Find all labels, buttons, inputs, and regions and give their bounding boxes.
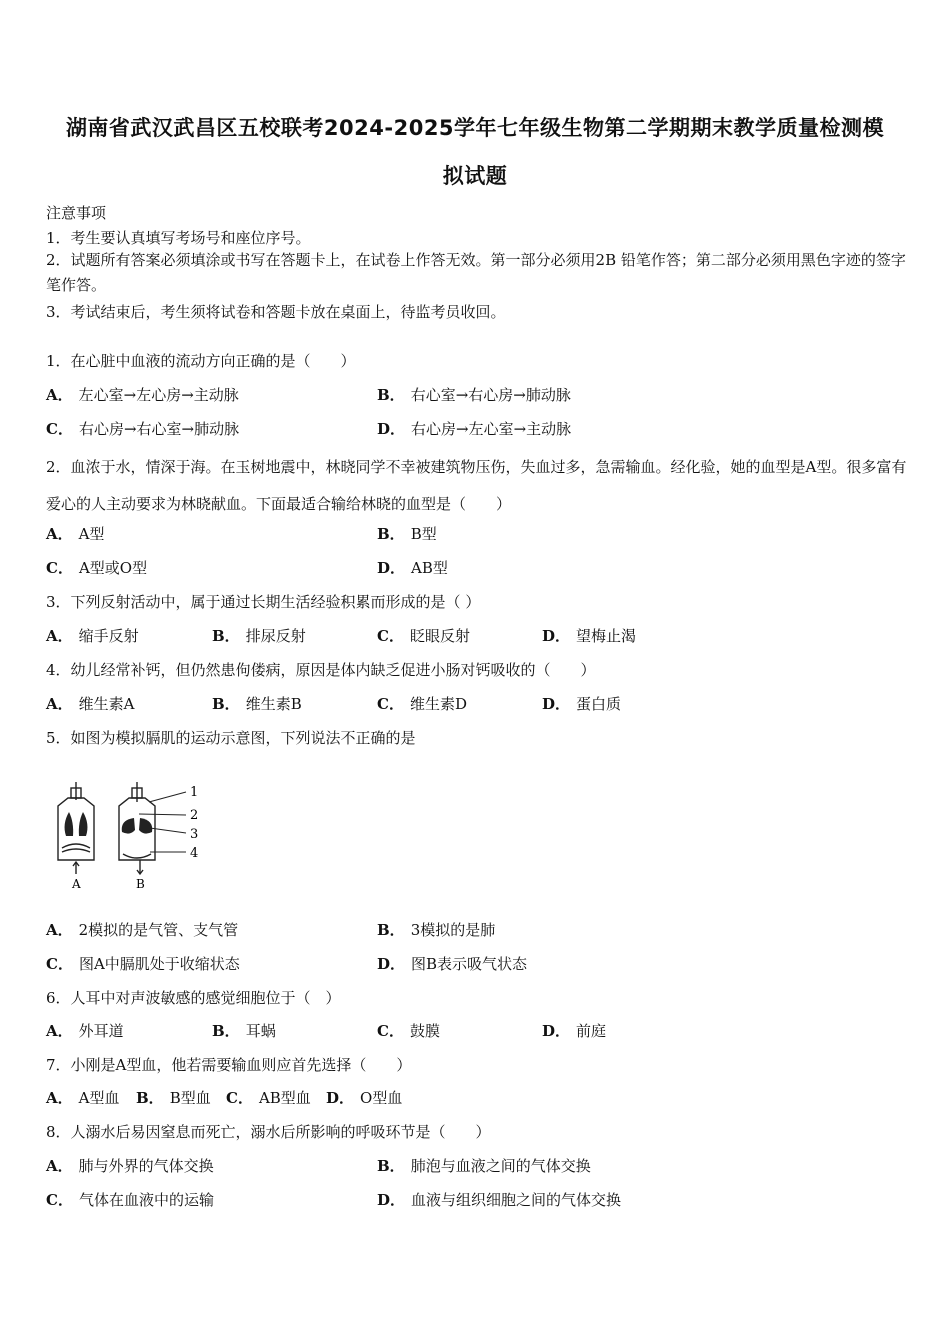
option-label: B．	[377, 386, 405, 404]
option-label: B．	[136, 1089, 164, 1107]
q5-option-d	[377, 953, 527, 974]
option-text: 右心房→左心室→主动脉	[411, 420, 572, 438]
figure-caption-a: A	[72, 877, 81, 891]
q8-option-a	[46, 1155, 214, 1176]
bottle-a	[58, 782, 94, 874]
figure-caption-b: B	[136, 877, 145, 891]
option-label: C．	[377, 627, 404, 645]
diaphragm-model-figure	[50, 782, 220, 892]
figure-number-2: 2	[190, 808, 199, 823]
option-label: C．	[46, 1191, 73, 1209]
q6-option-a	[46, 1020, 124, 1041]
bottle-a-left-lung	[65, 812, 74, 836]
q4-option-c	[377, 693, 467, 714]
option-label: A．	[46, 695, 73, 713]
bottle-b-right-lung	[139, 818, 152, 834]
option-text: 肺与外界的气体交换	[78, 1157, 214, 1175]
question-2-stem: 2．血浓于水，情深于海。在玉树地震中，林晓同学不幸被建筑物压伤，失血过多，急需输血。经化验，她的血型是A型。很多富有爱心的人主动要求为林晓献血。下面最适合输给林晓的血型是（ ）	[46, 458, 907, 513]
option-text: 望梅止渴	[576, 627, 637, 645]
option-text: 右心房→右心室→肺动脉	[78, 420, 240, 438]
q2-option-d	[377, 557, 448, 578]
option-text: 图B表示吸气状态	[411, 955, 528, 973]
option-text: 气体在血液中的运输	[78, 1191, 214, 1209]
q5-option-a	[46, 919, 238, 940]
option-text: 左心室→左心房→主动脉	[78, 386, 239, 404]
option-text: 前庭	[576, 1022, 607, 1040]
option-text: 2模拟的是气管、支气管	[78, 921, 239, 939]
option-text: AB型	[411, 559, 448, 577]
option-label: B．	[212, 627, 240, 645]
option-text: 肺泡与血液之间的气体交换	[410, 1157, 591, 1175]
option-label: B．	[377, 525, 405, 543]
option-label: A．	[46, 386, 73, 404]
figure-number-4: 4	[190, 846, 199, 861]
q4-option-b	[212, 693, 302, 714]
figure-number-1: 1	[190, 785, 199, 800]
option-text: A型	[78, 525, 105, 543]
option-label: D．	[377, 559, 406, 577]
q7-option-a	[46, 1087, 119, 1108]
q6-option-d	[542, 1020, 606, 1041]
option-label: A．	[46, 1157, 73, 1175]
option-label: B．	[212, 695, 240, 713]
question-5-stem: 5．如图为模拟膈肌的运动示意图，下列说法不正确的是	[46, 729, 416, 747]
q1-option-b	[377, 384, 571, 405]
option-label: D．	[326, 1089, 355, 1107]
q4-option-d	[542, 693, 621, 714]
bottle-b-left-lung	[122, 818, 135, 834]
option-label: A．	[46, 627, 73, 645]
q3-option-d	[542, 625, 636, 646]
q5-option-b	[377, 919, 495, 940]
figure-number-3: 3	[190, 827, 199, 842]
option-text: B型	[410, 525, 437, 543]
title-line-2: 拟试题	[442, 164, 508, 188]
option-label: B．	[377, 1157, 405, 1175]
title-line-1: 湖南省武汉武昌区五校联考2024-2025学年七年级生物第二学期期末教学质量检测模	[65, 116, 885, 140]
option-text: A型或O型	[78, 559, 148, 577]
question-6-stem: 6．人耳中对声波敏感的感觉细胞位于（ ）	[46, 989, 341, 1007]
option-text: 维生素D	[409, 695, 467, 713]
q2-option-c	[46, 557, 147, 578]
option-label: A．	[46, 921, 73, 939]
q6-option-b	[212, 1020, 276, 1041]
notice-heading: 注意事项	[46, 204, 107, 222]
q2-option-b	[377, 523, 437, 544]
option-label: A．	[46, 1089, 73, 1107]
option-label: D．	[377, 420, 406, 438]
q1-option-c	[46, 418, 239, 439]
question-3-stem: 3．下列反射活动中，属于通过长期生活经验积累而形成的是（ ）	[46, 593, 481, 611]
option-text: 眨眼反射	[409, 627, 470, 645]
q3-option-b	[212, 625, 306, 646]
question-1-stem: 1．在心脏中血液的流动方向正确的是（ ）	[46, 352, 356, 370]
option-text: 图A中膈肌处于收缩状态	[78, 955, 240, 973]
option-text: 缩手反射	[78, 627, 139, 645]
option-label: B．	[212, 1022, 240, 1040]
option-label: D．	[542, 627, 571, 645]
option-text: 3模拟的是肺	[410, 921, 496, 939]
option-text: 维生素A	[78, 695, 135, 713]
q4-option-a	[46, 693, 134, 714]
notice-item-2: 2．试题所有答案必须填涂或书写在答题卡上，在试卷上作答无效。第一部分必须用2B 铅笔作答；第二部分必须用黑色字迹的签字笔作答。	[46, 251, 906, 294]
option-text: 维生素B	[245, 695, 302, 713]
option-text: 右心室→右心房→肺动脉	[410, 386, 571, 404]
option-label: A．	[46, 525, 73, 543]
option-label: C．	[46, 559, 73, 577]
question-4-stem: 4．幼儿经常补钙，但仍然患佝偻病，原因是体内缺乏促进小肠对钙吸收的（ ）	[46, 661, 596, 679]
option-text: 血液与组织细胞之间的气体交换	[411, 1191, 622, 1209]
bottle-a-right-lung	[79, 812, 88, 836]
question-8-stem: 8．人溺水后易因窒息而死亡，溺水后所影响的呼吸环节是（ ）	[46, 1123, 491, 1141]
option-text: 排尿反射	[245, 627, 306, 645]
q3-option-c	[377, 625, 470, 646]
option-text: AB型血	[258, 1089, 311, 1107]
option-label: D．	[377, 955, 406, 973]
notice-item-1: 1．考生要认真填写考场号和座位序号。	[46, 229, 311, 247]
option-text: B型血	[169, 1089, 211, 1107]
q3-option-a	[46, 625, 139, 646]
option-label: B．	[377, 921, 405, 939]
q5-option-c	[46, 953, 240, 974]
q2-option-a	[46, 523, 104, 544]
q8-option-b	[377, 1155, 591, 1176]
q6-option-c	[377, 1020, 440, 1041]
question-7-stem: 7．小刚是A型血，他若需要输血则应首先选择（ ）	[46, 1056, 412, 1074]
option-label: D．	[542, 1022, 571, 1040]
option-label: D．	[377, 1191, 406, 1209]
q7-option-c	[226, 1087, 311, 1108]
option-text: O型血	[360, 1089, 403, 1107]
q7-option-d	[326, 1087, 402, 1108]
q1-option-a	[46, 384, 239, 405]
option-label: C．	[46, 420, 73, 438]
option-text: 外耳道	[78, 1022, 124, 1040]
notice-item-3: 3．考试结束后，考生须将试卷和答题卡放在桌面上，待监考员收回。	[46, 303, 506, 321]
option-text: A型血	[78, 1089, 120, 1107]
q8-option-c	[46, 1189, 214, 1210]
option-label: C．	[46, 955, 73, 973]
option-text: 蛋白质	[576, 695, 622, 713]
q7-option-b	[136, 1087, 211, 1108]
q8-option-d	[377, 1189, 621, 1210]
option-label: C．	[226, 1089, 253, 1107]
option-label: D．	[542, 695, 571, 713]
option-label: C．	[377, 695, 404, 713]
q1-option-d	[377, 418, 571, 439]
option-text: 耳蜗	[245, 1022, 276, 1040]
option-label: C．	[377, 1022, 404, 1040]
option-label: A．	[46, 1022, 73, 1040]
option-text: 鼓膜	[409, 1022, 440, 1040]
